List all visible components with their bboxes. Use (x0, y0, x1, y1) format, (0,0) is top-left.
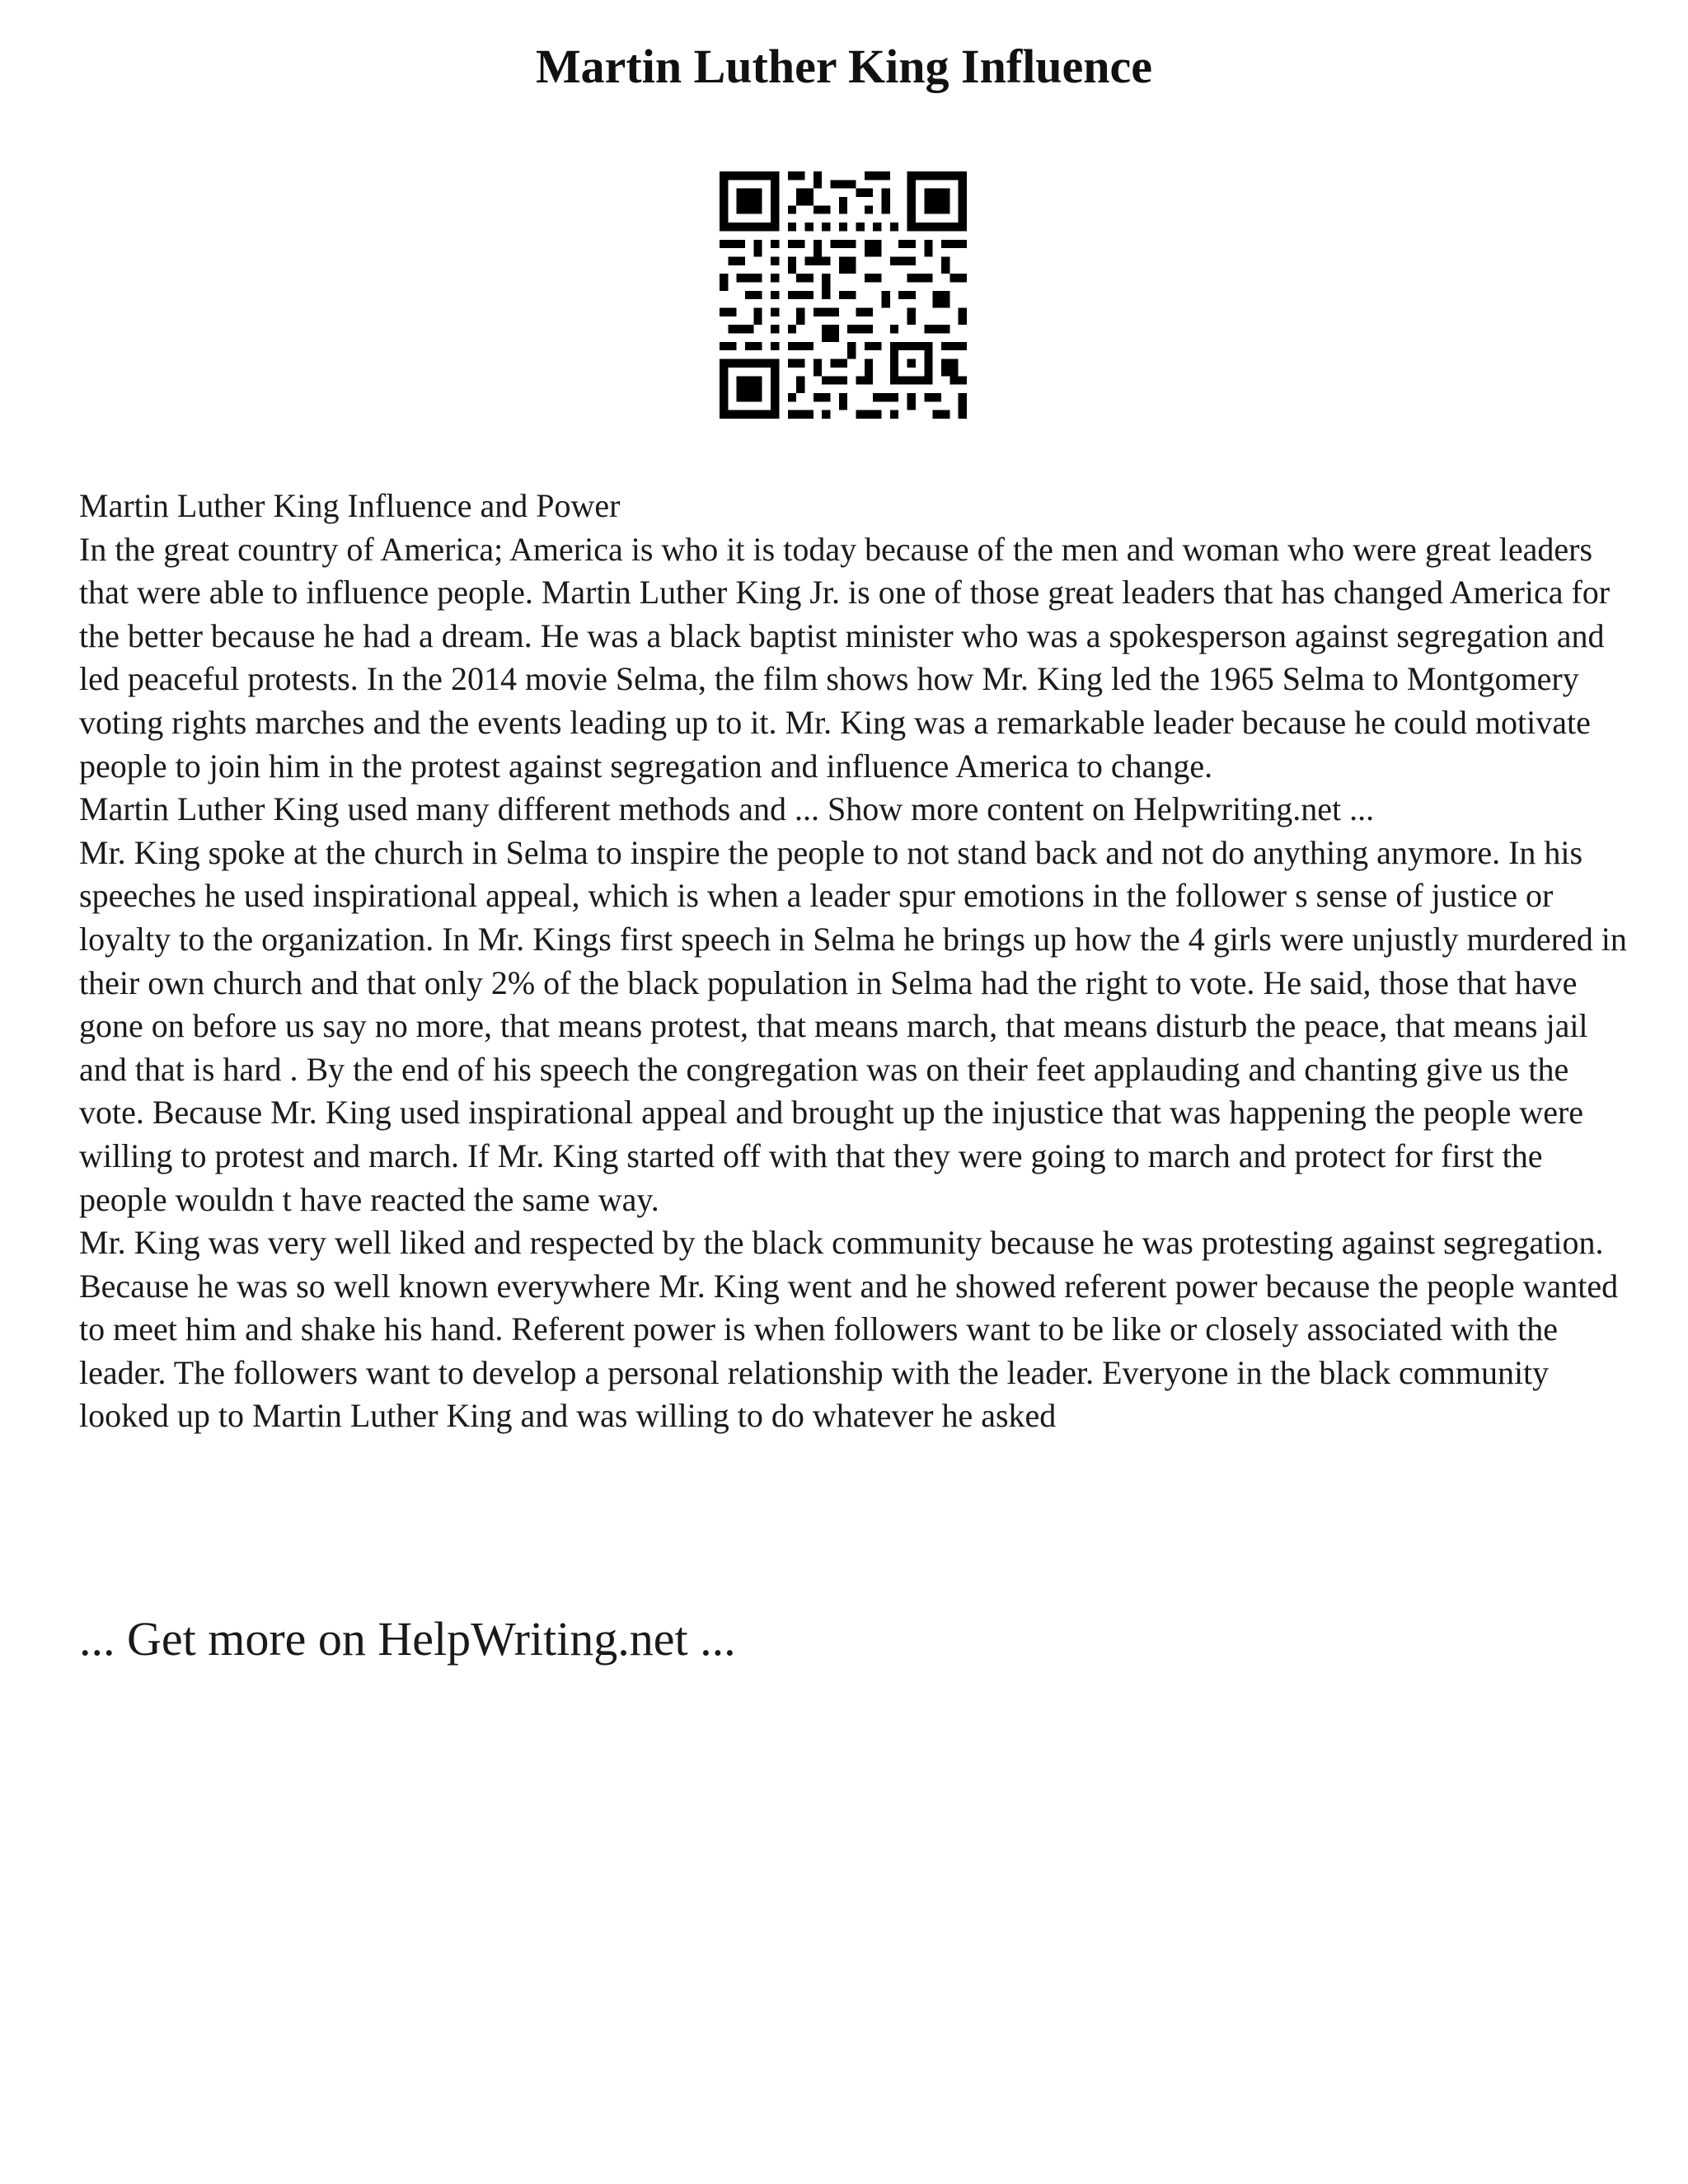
get-more-link[interactable]: ... Get more on HelpWriting.net ... (79, 1612, 736, 1666)
body-paragraph: Mr. King was very well liked and respected by the black community because he was protesting against segregation. Because he was so well known everywhere Mr. King went and he showed referent power because the people wanted to meet him and shake his hand. Referent power is when followers want to be like or closely associated with the leader. The followers want to develop a personal relationship with the leader. Everyone in the black community looked up to Martin Luther King and was willing to do whatever he asked (79, 1224, 1619, 1435)
show-more-content-link[interactable]: Martin Luther King used many different methods and ... Show more content on Helpwriting.net ... (79, 790, 1375, 828)
body-paragraph: In the great country of America; America is who it is today because of the men and woman who were great leaders that were able to influence people. Martin Luther King Jr. is one of those great leaders that has changed America for the better because he had a dream. He was a black baptist minister who was a spokesperson against segregation and led peaceful protests. In the 2014 movie Selma, the film shows how Mr. King led the 1965 Selma to Montgomery voting rights marches and the events leading up to it. Mr. King was a remarkable leader because he could motivate people to join him in the protest against segregation and influence America to change. (79, 530, 1611, 785)
body-paragraph-heading: Martin Luther King Influence and Power (79, 487, 621, 524)
body-paragraph: Mr. King spoke at the church in Selma to inspire the people to not stand back and not do anything anymore. In his speeches he used inspirational appeal, which is when a leader spur emotions in the follower s sense of justice or loyalty to the organization. In Mr. Kings first speech in Selma he brings up how the 4 girls were unjustly murdered in their own church and that only 2% of the black population in Selma had the right to vote. He said, those that have gone on before us say no more, that means protest, that means march, that means disturb the peace, that means jail and that is hard . By the end of his speech the congregation was on their feet applauding and chanting give us the vote. Because Mr. King used inspirational appeal and brought up the injustice that was happening the people were willing to protest and march. If Mr. King started off with that they were going to march and protect for first the people wouldn t have reacted the same way. (79, 833, 1627, 1218)
document-body (79, 485, 1629, 1438)
document-title: Martin Luther King Influence (535, 40, 1153, 93)
qr-code-icon (720, 171, 967, 419)
